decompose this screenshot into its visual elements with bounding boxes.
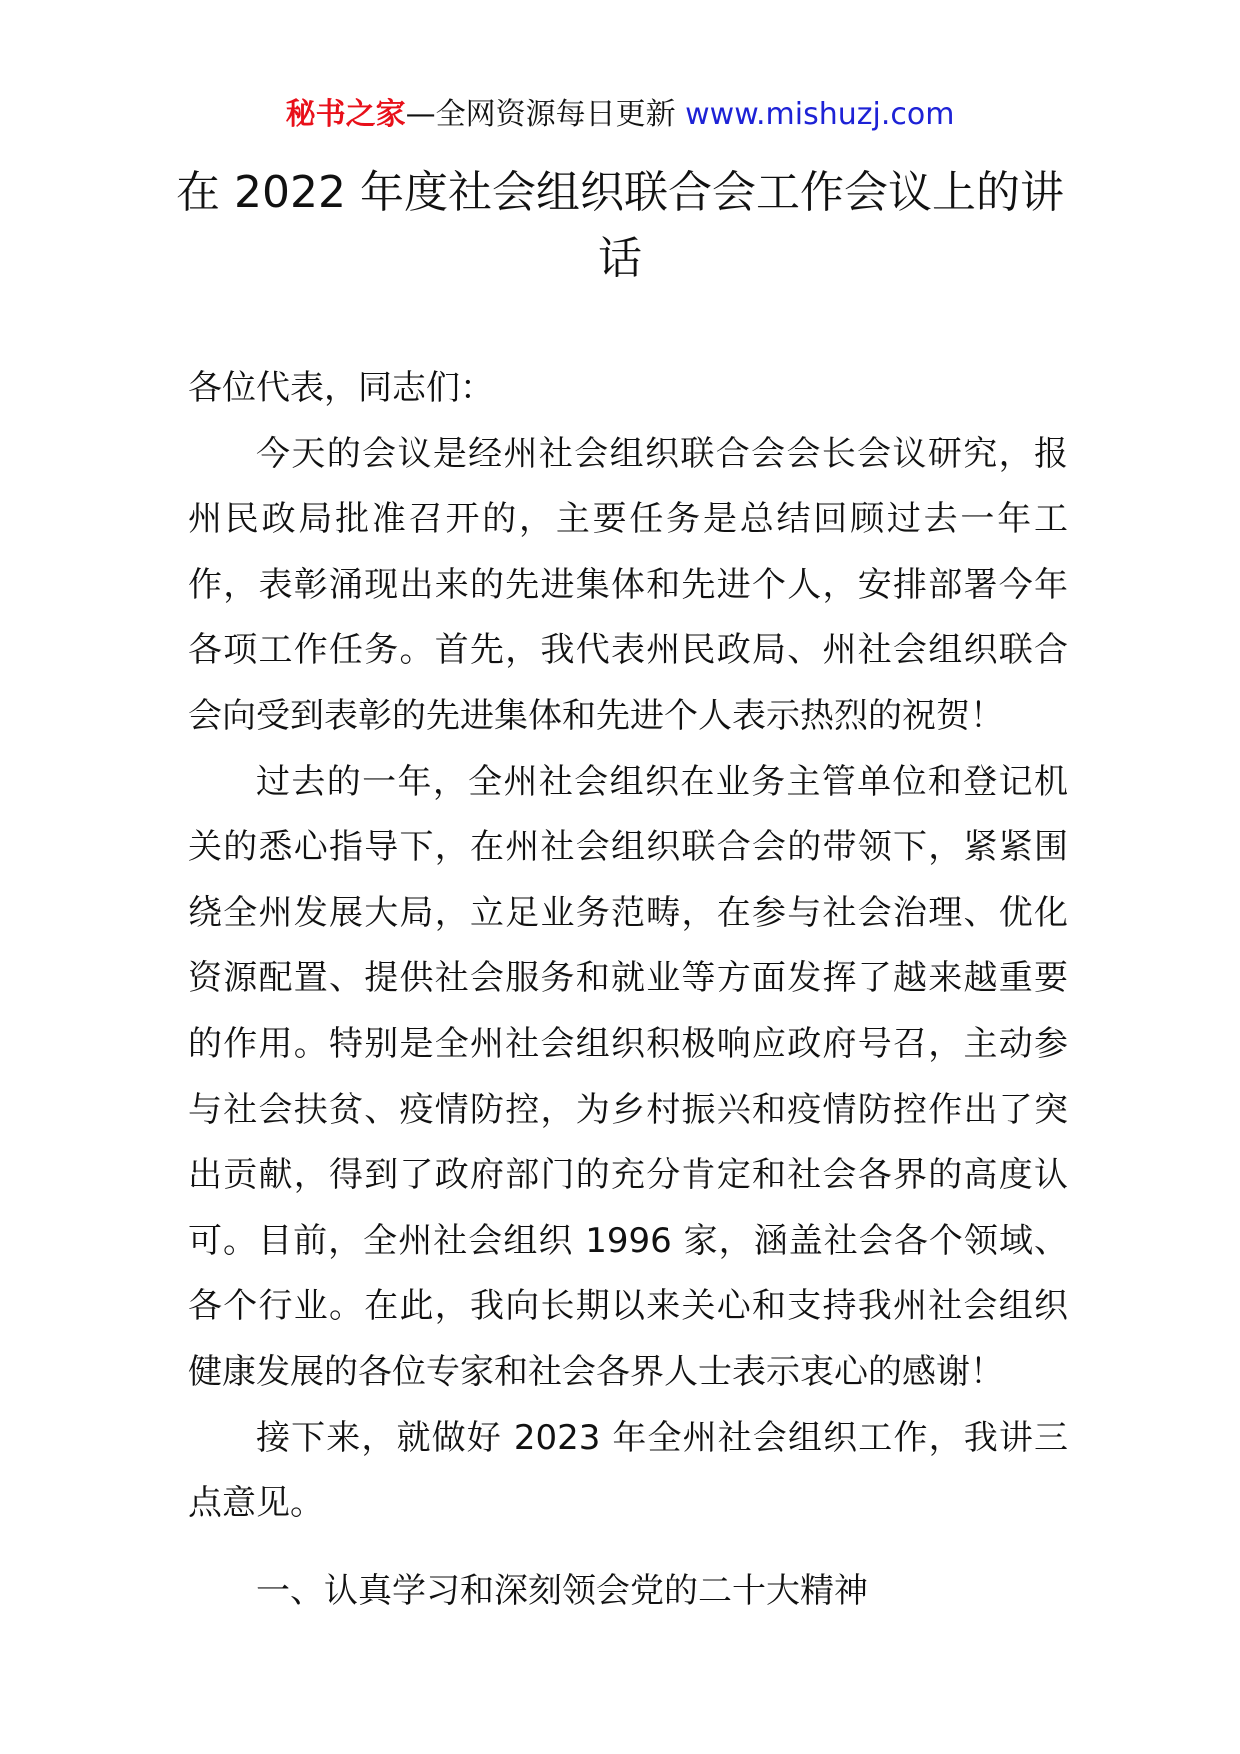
document-title: 在 2022 年度社会组织联合会工作会议上的讲话 [176,167,1064,284]
brand-name: 秘书之家 [285,97,406,132]
section-heading: 一、认真学习和深刻领会党的二十大精神 [256,1570,868,1611]
site-url-link[interactable]: www.mishuzj.com [685,97,955,132]
document-body [188,356,1068,1624]
salutation: 各位代表，同志们： [188,368,494,408]
site-banner [0,95,1240,135]
paragraph-3: 接下来，就做好 2023 年全州社会组织工作，我讲三点意见。 [188,1417,1068,1524]
paragraph-1: 今天的会议是经州社会组织联合会会长会议研究，报州民政局批准召开的，主要任务是总结回顾过去一年工作，表彰涌现出来的先进集体和先进个人，安排部署今年各项工作任务。首先，我代表州民政局、州社会组织联合会向受到表彰的先进集体和先进个人表示热烈的祝贺！ [188,433,1068,736]
paragraph-2: 过去的一年，全州社会组织在业务主管单位和登记机关的悉心指导下，在州社会组织联合会的带领下，紧紧围绕全州发展大局，立足业务范畴，在参与社会治理、优化资源配置、提供社会服务和就业等方面发挥了越来越重要的作用。特别是全州社会组织积极响应政府号召，主动参与社会扶贫、疫情防控，为乡村振兴和疫情防控作出了突出贡献，得到了政府部门的充分肯定和社会各界的高度认可。目前，全州社会组织 1996 家，涵盖社会各个领域、各个行业。在此，我向长期以来关心和支持我州社会组织健康发展的各位专家和社会各界人士表示衷心的感谢！ [188,761,1068,1392]
banner-tagline: —全网资源每日更新 [405,97,676,132]
